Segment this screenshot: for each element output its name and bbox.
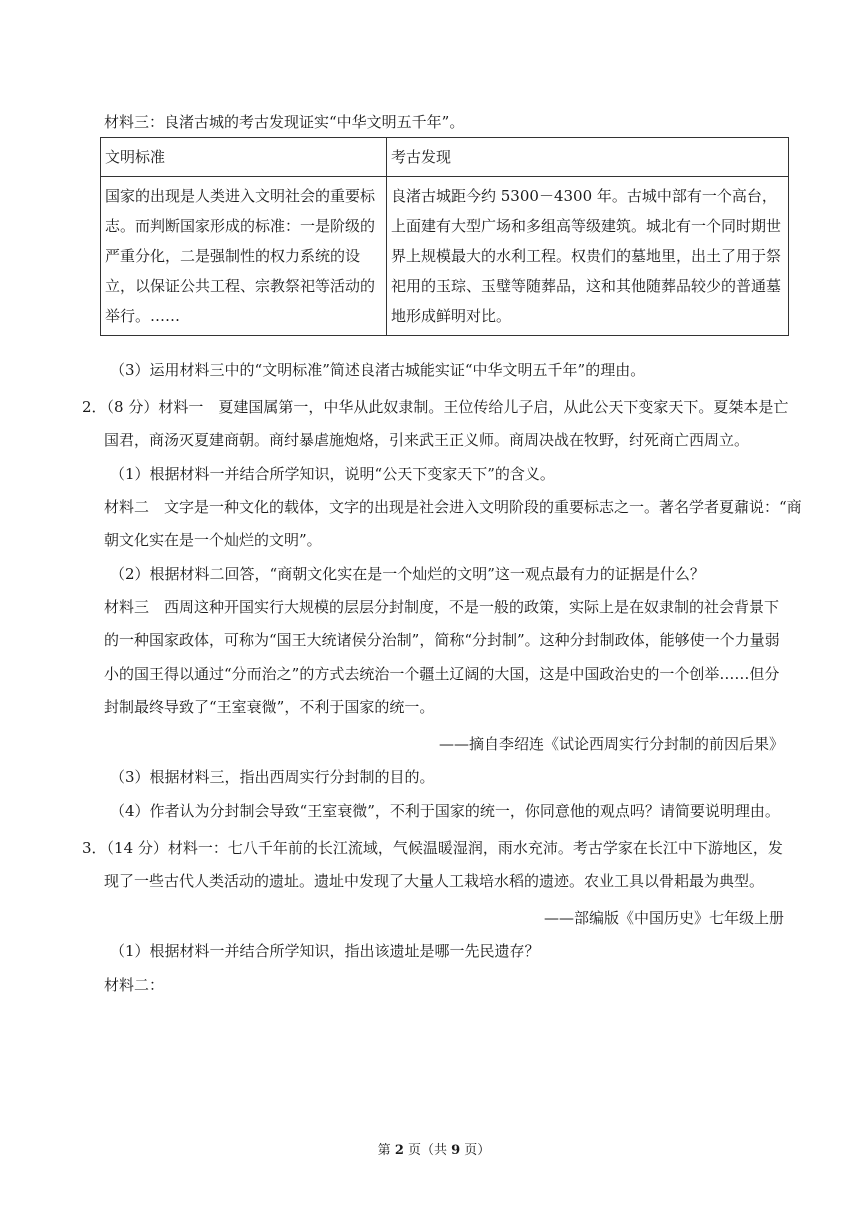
question-2-material3-line-2: 的一种国家政体，可称为“国王大统诸侯分治制”，简称“分封制”。这种分封制政体，能够使一个力量弱 xyxy=(104,631,780,649)
material3-intro: 材料三：良渚古城的考古发现证实“中华文明五千年”。 xyxy=(104,113,465,131)
footer-prefix: 第 xyxy=(377,1143,395,1158)
table-row xyxy=(101,177,789,336)
question-2-material3-line-1: 材料三 西周这种开国实行大规模的层层分封制度，不是一般的政策，实际上是在奴隶制的社会背景下 xyxy=(104,598,780,616)
footer-middle: 页（共 xyxy=(403,1143,452,1158)
question-2-sub-4: （4）作者认为分封制会导致“王室衰微”，不利于国家的统一，你同意他的观点吗？请简要说明理由。 xyxy=(110,802,780,820)
question-2-material3-line-4: 封制最终导致了“王室衰微”，不利于国家的统一。 xyxy=(104,698,435,716)
question-3-material2-label: 材料二： xyxy=(104,976,165,994)
table-header-discovery: 考古发现 xyxy=(387,138,789,177)
question-2-material2-line-1: 材料二 文字是一种文化的载体，文字的出现是社会进入文明阶段的重要标志之一。著名学者夏鼐说：“商 xyxy=(104,498,802,516)
question-3-line-2: 现了一些古代人类活动的遗址。遗址中发现了大量人工栽培水稻的遗迹。农业工具以骨耜最为典型。 xyxy=(104,872,765,890)
footer-total-pages: 9 xyxy=(451,1143,461,1158)
question-2-material3-source: ——摘自李绍连《试论西周实行分封制的前因后果》 xyxy=(438,735,784,753)
question-2-line-2: 国君，商汤灭夏建商朝。商纣暴虐施炮烙，引来武王正义师。商周决战在牧野，纣死商亡西周立。 xyxy=(104,431,750,449)
question-2-sub-1: （1）根据材料一并结合所学知识，说明“公天下变家天下”的含义。 xyxy=(110,465,555,483)
question-2-material2-line-2: 朝文化实在是一个灿烂的文明”。 xyxy=(104,531,322,549)
question-3-sub-1: （1）根据材料一并结合所学知识，指出该遗址是哪一先民遗存？ xyxy=(110,942,540,960)
page-footer xyxy=(0,1139,868,1158)
table-header-row xyxy=(101,138,789,177)
question-1-3: （3）运用材料三中的“文明标准”简述良渚古城能实证“中华文明五千年”的理由。 xyxy=(110,361,646,379)
table-cell-discovery: 良渚古城距今约 5300－4300 年。古城中部有一个高台，上面建有大型广场和多组高等级建筑。城北有一个同时期世界上规模最大的水利工程。权贵们的墓地里，出土了用于祭祀用的玉琮、玉璧等随葬品，这和其他随葬品较少的普通墓地形成鲜明对比。 xyxy=(387,177,789,336)
table-cell-standard: 国家的出现是人类进入文明社会的重要标志。而判断国家形成的标准：一是阶级的严重分化，二是强制性的权力系统的设立，以保证公共工程、宗教祭祀等活动的举行。…… xyxy=(101,177,387,336)
civilization-table xyxy=(100,137,789,336)
table-header-standard: 文明标准 xyxy=(101,138,387,177)
question-2-material3-line-3: 小的国王得以通过“分而治之”的方式去统治一个疆土辽阔的大国，这是中国政治史的一个创举……但分 xyxy=(104,665,780,683)
footer-page-number: 2 xyxy=(394,1143,404,1158)
footer-suffix: 页） xyxy=(460,1143,491,1158)
question-2-sub-2: （2）根据材料二回答，“商朝文化实在是一个灿烂的文明”这一观点最有力的证据是什么？ xyxy=(110,565,705,583)
question-2-line-1: 2．（8 分）材料一 夏建国属第一，中华从此奴隶制。王位传给儿子启，从此公天下变家天下。夏桀本是亡 xyxy=(82,398,789,416)
question-3-line-1: 3．（14 分）材料一：七八千年前的长江流域，气候温暖湿润，雨水充沛。考古学家在长江中下游地区，发 xyxy=(82,839,783,857)
question-2-sub-3: （3）根据材料三，指出西周实行分封制的目的。 xyxy=(110,768,435,786)
question-3-source: ——部编版《中国历史》七年级上册 xyxy=(543,909,784,927)
